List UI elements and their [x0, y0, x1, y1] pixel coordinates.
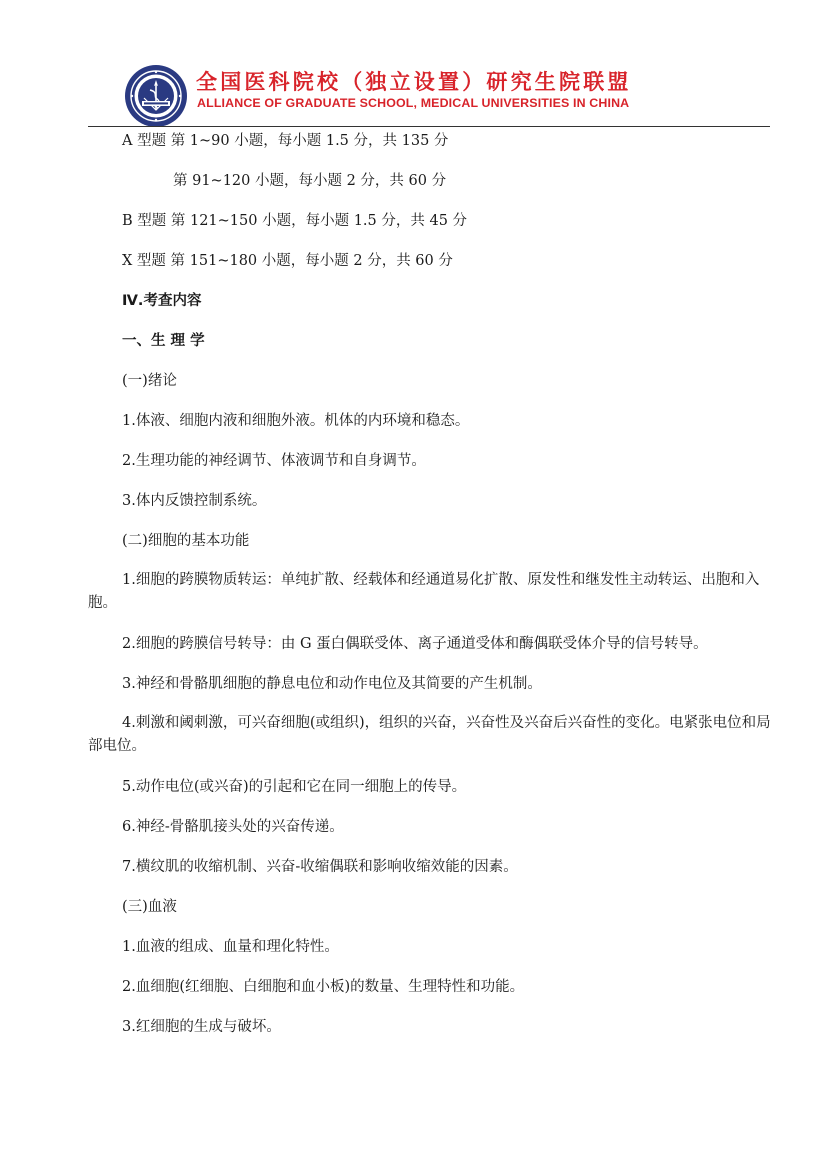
list-item: 3.红细胞的生成与破坏。: [122, 1019, 281, 1035]
score-line-x: X 型题 第 151~180 小题，每小题 2 分，共 60 分: [122, 253, 453, 269]
chapter-title: (二)细胞的基本功能: [122, 533, 250, 549]
list-item: 5.动作电位(或兴奋)的引起和它在同一细胞上的传导。: [122, 779, 467, 795]
header-title-cn: 全国医科院校（独立设置）研究生院联盟: [196, 70, 632, 94]
subject-heading: 一、生 理 学: [122, 333, 205, 349]
header-divider: [88, 126, 770, 127]
page-header: [0, 0, 826, 130]
list-item: 2.细胞的跨膜信号转导：由 G 蛋白偶联受体、离子通道受体和酶偶联受体介导的信号转导。: [122, 636, 708, 652]
score-line-b: B 型题 第 121~150 小题，每小题 1.5 分，共 45 分: [122, 213, 468, 229]
chapter-title: (一)绪论: [122, 373, 177, 389]
score-line-a: A 型题 第 1~90 小题，每小题 1.5 分，共 135 分: [122, 133, 449, 149]
header-title-en: ALLIANCE OF GRADUATE SCHOOL, MEDICAL UNIVERSITIES IN CHINA: [197, 96, 630, 110]
list-item: 4.刺激和阈刺激，可兴奋细胞(或组织)，组织的兴奋，兴奋性及兴奋后兴奋性的变化。电紧张电位和局部电位。: [88, 715, 771, 754]
list-item: 1.体液、细胞内液和细胞外液。机体的内环境和稳态。: [122, 413, 470, 429]
chapter-title: (三)血液: [122, 899, 177, 915]
list-item: 7.横纹肌的收缩机制、兴奋-收缩偶联和影响收缩效能的因素。: [122, 859, 518, 875]
score-line-a-continued: 第 91~120 小题，每小题 2 分，共 60 分: [173, 173, 447, 189]
list-item: 2.生理功能的神经调节、体液调节和自身调节。: [122, 453, 426, 469]
section-heading: Ⅳ.考查内容: [122, 293, 202, 309]
list-item: 1.细胞的跨膜物质转运：单纯扩散、经载体和经通道易化扩散、原发性和继发性主动转运、出胞和入胞。: [88, 572, 760, 611]
alliance-logo-icon: [124, 64, 188, 128]
list-item: 1.血液的组成、血量和理化特性。: [122, 939, 339, 955]
list-item: 3.神经和骨骼肌细胞的静息电位和动作电位及其简要的产生机制。: [122, 676, 542, 692]
list-item: 6.神经-骨骼肌接头处的兴奋传递。: [122, 819, 344, 835]
list-item: 2.血细胞(红细胞、白细胞和血小板)的数量、生理特性和功能。: [122, 979, 525, 995]
list-item: 3.体内反馈控制系统。: [122, 493, 267, 509]
